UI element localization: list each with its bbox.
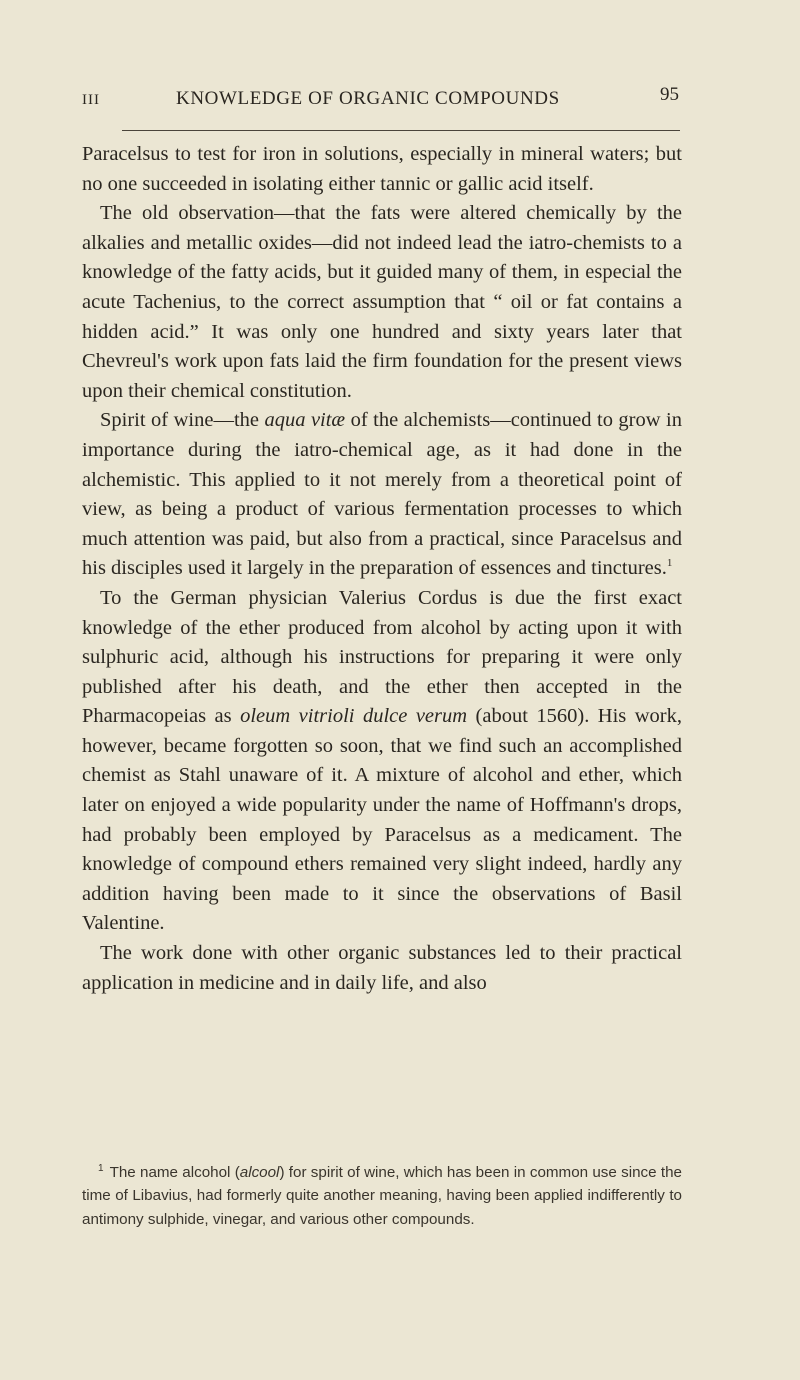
paragraph-4-text-b: (about 1560). His work, however, became forgotten so soon, that we find such an accomplished chemist as Stahl unaware of it. A mixture of alcohol and ether, which later on enjoyed a wide popularity under the name of Hoffmann's drops, had probably been employed by Paracelsus as a medicament. The knowledge of compound ethers remained very slight indeed, hardly any addition having been made to it since the observations of Basil Valentine. (82, 705, 683, 935)
paragraph-1: Paracelsus to test for iron in solutions, especially in mineral waters; but no one succeeded in isolating either tannic or gallic acid itself. (82, 143, 682, 195)
footnote (82, 1161, 682, 1231)
page-number: 95 (660, 84, 679, 105)
paragraph-4 (82, 584, 682, 939)
header-rule (122, 130, 680, 131)
paragraph-3-text-a: Spirit of wine—the (100, 409, 265, 432)
running-title: KNOWLEDGE OF ORGANIC COMPOUNDS (176, 88, 560, 109)
body-text (82, 140, 682, 998)
paragraph-2: The old observation—that the fats were altered chemically by the alkalies and metallic oxides—did not indeed lead the iatro-chemists to a knowledge of the fatty acids, but it guided many of them, in especial the acute Tachenius, to the correct assumption that “ oil or fat contains a hidden acid.” It was only one hundred and sixty years later that Chevreul's work upon fats laid the firm foundation for the present views upon their chemical constitution. (82, 202, 682, 402)
footnote-reference[interactable]: 1 (666, 557, 673, 570)
section-number: III (82, 92, 100, 108)
paragraph-5: The work done with other organic substances led to their practical application in medicine and in daily life, and also (82, 942, 682, 994)
paragraph-3 (82, 406, 682, 584)
footnote-mark: 1 (98, 1162, 104, 1174)
paragraph-3-text-b: of the alchemists—continued to grow in importance during the iatro-chemical age, as it had done in the alchemistic. This applied to it not merely from a theoretical point of view, as being a product of various fermentation processes to which much attention was paid, but also from a practical, since Paracelsus and his disciples used it largely in the preparation of essences and tinctures. (82, 409, 682, 580)
footnote-text-a: The name alcohol ( (109, 1164, 240, 1181)
footnote-italic: alcool (239, 1164, 280, 1181)
running-head (80, 84, 679, 114)
footnote-text-b: ) for spirit of wine, which has been in common use since the time of Libavius, had formerly quite another meaning, having been applied indifferently to antimony sulphide, vinegar, and various other compounds. (82, 1164, 682, 1228)
paragraph-4-italic: oleum vitrioli dulce verum (240, 705, 468, 728)
paragraph-4-text-a: To the German physician Valerius Cordus is due the first exact knowledge of the ether produced from alcohol by acting upon it with sulphuric acid, although his instructions for preparing it were only published after his death, and the ether then accepted in the Pharmacopeias as (82, 586, 682, 728)
paragraph-3-italic: aqua vitæ (264, 409, 346, 432)
